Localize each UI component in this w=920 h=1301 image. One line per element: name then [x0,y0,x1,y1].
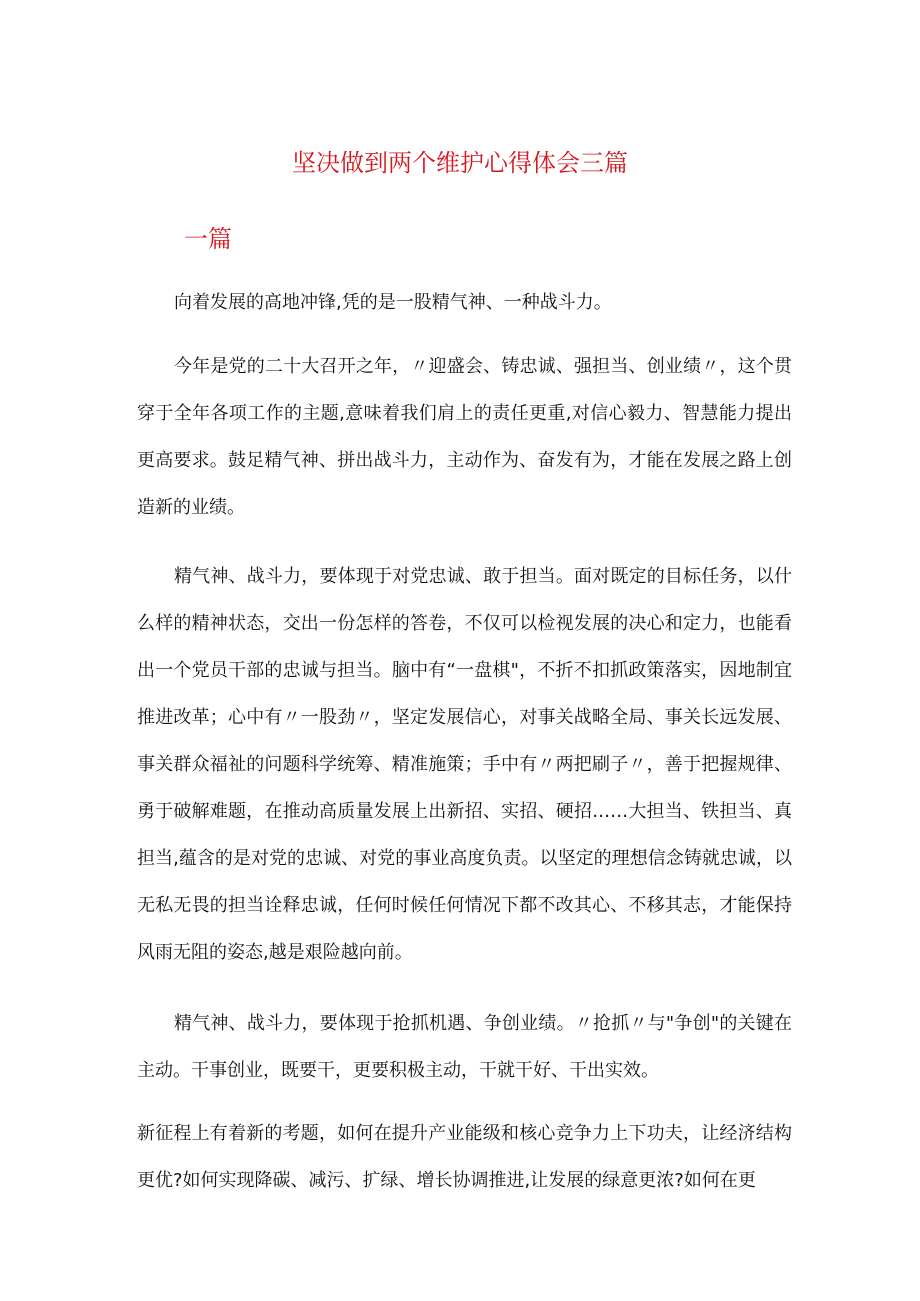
paragraph: 向着发展的高地冲锋,凭的是一股精气神、一种战斗力。 [174,292,612,313]
paragraph: 新征程上有着新的考题，如何在提升产业能级和核心竞争力上下功夫，让经济结构更优?如何实现降碳、减污、扩绿、增长协调推进,让发展的绿意更浓?如何在更 [137,1123,792,1191]
paragraph: 今年是党的二十大召开之年，〃迎盛会、铸忠诚、强担当、创业绩〃，这个贯穿于全年各项工作的主题,意味着我们肩上的责任更重,对信心毅力、智慧能力提出更高要求。鼓足精气神、拼出战斗力，主动作为、奋发有为，才能在发展之路上创造新的业绩。 [137,356,792,518]
paragraph: 精气神、战斗力，要体现于抢抓机遇、争创业绩。〃抢抓〃与"争创"的关键在主动。干事创业，既要干，更要积极主动，干就干好、干出实效。 [137,1013,792,1081]
section-heading: 一篇 [184,225,232,253]
paragraph: 精气神、战斗力，要体现于对党忠诚、敢于担当。面对既定的目标任务，以什么样的精神状态，交出一份怎样的答卷，不仅可以检视发展的决心和定力，也能看出一个党员干部的忠诚与担当。脑中有“一盘棋"，不折不扣抓政策落实，因地制宜推进改革；心中有〃一股劲〃，坚定发展信心，对事关战略全局、事关长远发展、事关群众福祉的问题科学统筹、精准施策；手中有〃两把刷子〃，善于把握规律、勇于破解难题，在推动高质量发展上出新招、实招、硬招……大担当、铁担当、真担当,蕴含的是对党的忠诚、对党的事业高度负责。以坚定的理想信念铸就忠诚，以无私无畏的担当诠释忠诚，任何时候任何情况下都不改其心、不移其志，才能保持风雨无阻的姿态,越是艰险越向前。 [137,566,792,963]
document-title: 坚决做到两个维护心得体会三篇 [292,149,628,177]
